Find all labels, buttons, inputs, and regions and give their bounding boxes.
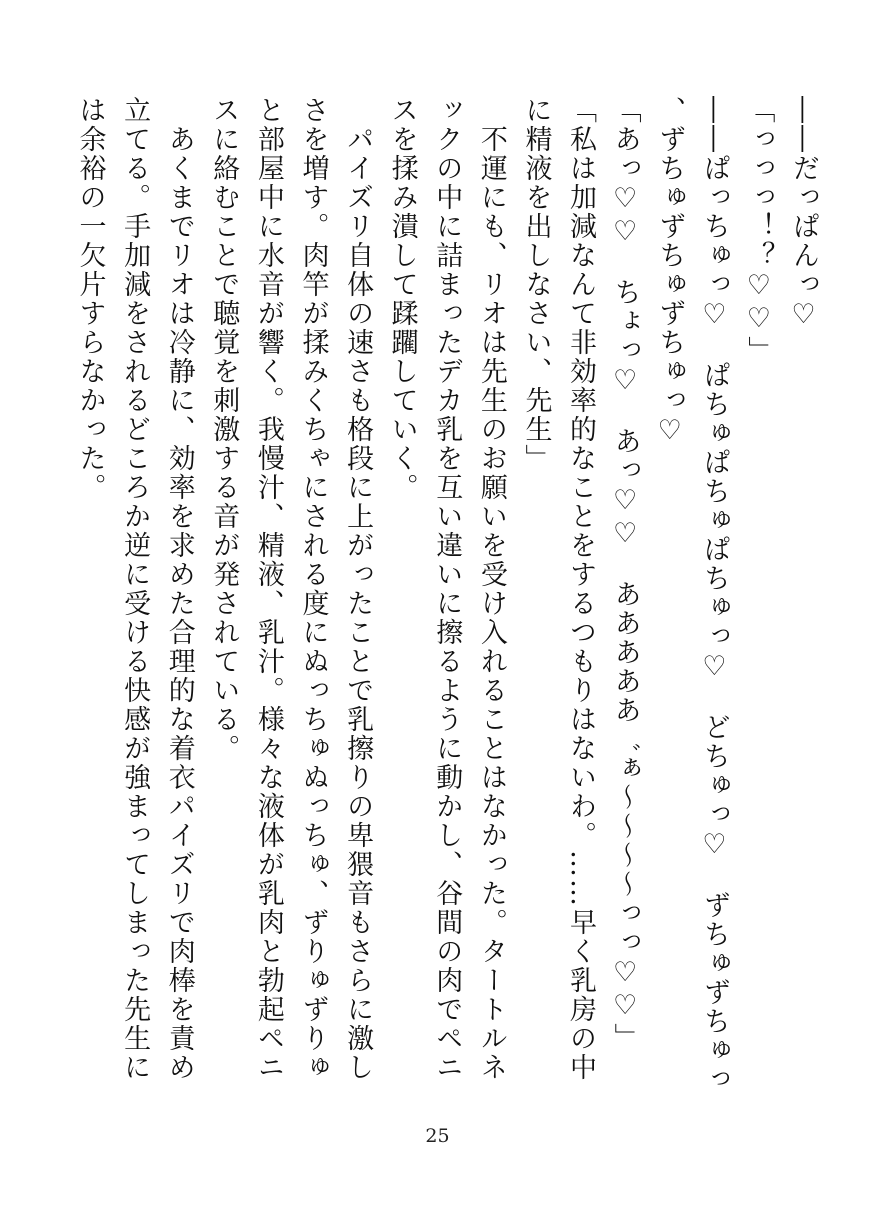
- text-line: ――ぱっちゅっ♡ ぱちゅぱちゅぱちゅっ♡ どちゅっ♡ ずちゅずちゅっ、ずちゅずちゅずちゅっ♡: [654, 96, 730, 1094]
- text-line: ――だっぱんっ♡: [788, 96, 819, 332]
- text-line: 「あっ♡♡ ちょっ♡ あっ♡♡ あああああ゛ぁ〜〜〜〜っっ♡♡」: [609, 96, 641, 1052]
- text-line: あくまでリオは冷静に、効率を求めた合理的な着衣パイズリで肉棒を責め立てる。手加減をされるどころか逆に受ける快感が強まってしまった先生には余裕の一欠片すらなかった。: [74, 96, 195, 1082]
- page-number: 25: [425, 1125, 450, 1147]
- text-line: 不運にも、リオは先生のお願いを受け入れることはなかった。タートルネックの中に詰まったデカ乳を互い違いに擦るように動かし、谷間の肉でペニスを揉み潰して蹂躙していく。: [386, 96, 507, 1082]
- vertical-text-body: [55, 96, 825, 1106]
- text-line: 「っっっ！？♡♡」: [743, 96, 775, 365]
- text-line: パイズリ自体の速さも格段に上がったことで乳擦りの卑猥音もさらに激しさを増す。肉竿が揉みくちゃにされる度にぬっちゅぬっちゅ、ずりゅずりゅと部屋中に水音が響く。我慢汁、精液、乳汁。様々な液体が乳肉と勃起ペニスに絡むことで聴覚を刺激する音が発されている。: [208, 96, 374, 1082]
- text-line: 「私は加減なんて非効率的なことをするつもりはないわ。……早く乳房の中に精液を出しなさい、先生」: [520, 96, 597, 1082]
